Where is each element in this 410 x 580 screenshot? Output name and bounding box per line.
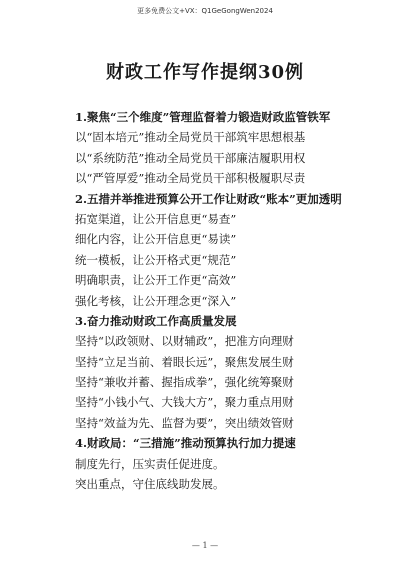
page-header: 更多免费公文+VX：Q1GeGongWen2024	[137, 7, 273, 15]
section-heading: 4.财政局：“三措施”推动预算执行加力提速	[75, 436, 296, 451]
text-line: 细化内容，让公开信息更“易读”	[75, 232, 237, 247]
text-line: 强化考核，让公开理念更“深入”	[75, 293, 237, 308]
section-heading: 2.五措并举推进预算公开工作让财政“账本”更加透明	[75, 191, 342, 206]
document-title: 财政工作写作提纲30例	[105, 62, 305, 83]
text-line: 制度先行，压实责任促进度。	[75, 456, 225, 471]
text-line: 坚持“以政领财、以财辅政”，把准方向理财	[75, 334, 294, 349]
text-line: 明确职责，让公开工作更“高效”	[75, 273, 237, 288]
text-line: 坚持“兼收并蓄、握指成拳”，强化统筹聚财	[75, 375, 294, 390]
text-line: 拓宽渠道，让公开信息更“易查”	[75, 211, 237, 226]
text-line: 突出重点，守住底线助发展。	[75, 477, 225, 492]
text-line: 以“系统防范”推动全局党员干部廉洁履职用权	[75, 150, 306, 165]
text-line: 以“固本培元”推动全局党员干部筑牢思想根基	[75, 130, 306, 145]
page-number: — 1 —	[191, 541, 219, 550]
text-line: 统一模板，让公开格式更“规范”	[75, 252, 237, 267]
text-line: 以“严管厚爱”推动全局党员干部积极履职尽责	[75, 171, 306, 186]
section-heading: 1.聚焦“三个维度”管理监督着力锻造财政监管铁军	[75, 110, 331, 124]
document-body	[75, 107, 375, 494]
text-line: 坚持“立足当前、着眼长远”，聚焦发展生财	[75, 354, 294, 369]
section-heading: 3.奋力推动财政工作高质量发展	[75, 313, 237, 328]
text-line: 坚持“效益为先、监督为要”，突出绩效管财	[75, 415, 294, 430]
text-line: 坚持“小钱小气、大钱大方”，聚力重点用财	[75, 395, 294, 410]
